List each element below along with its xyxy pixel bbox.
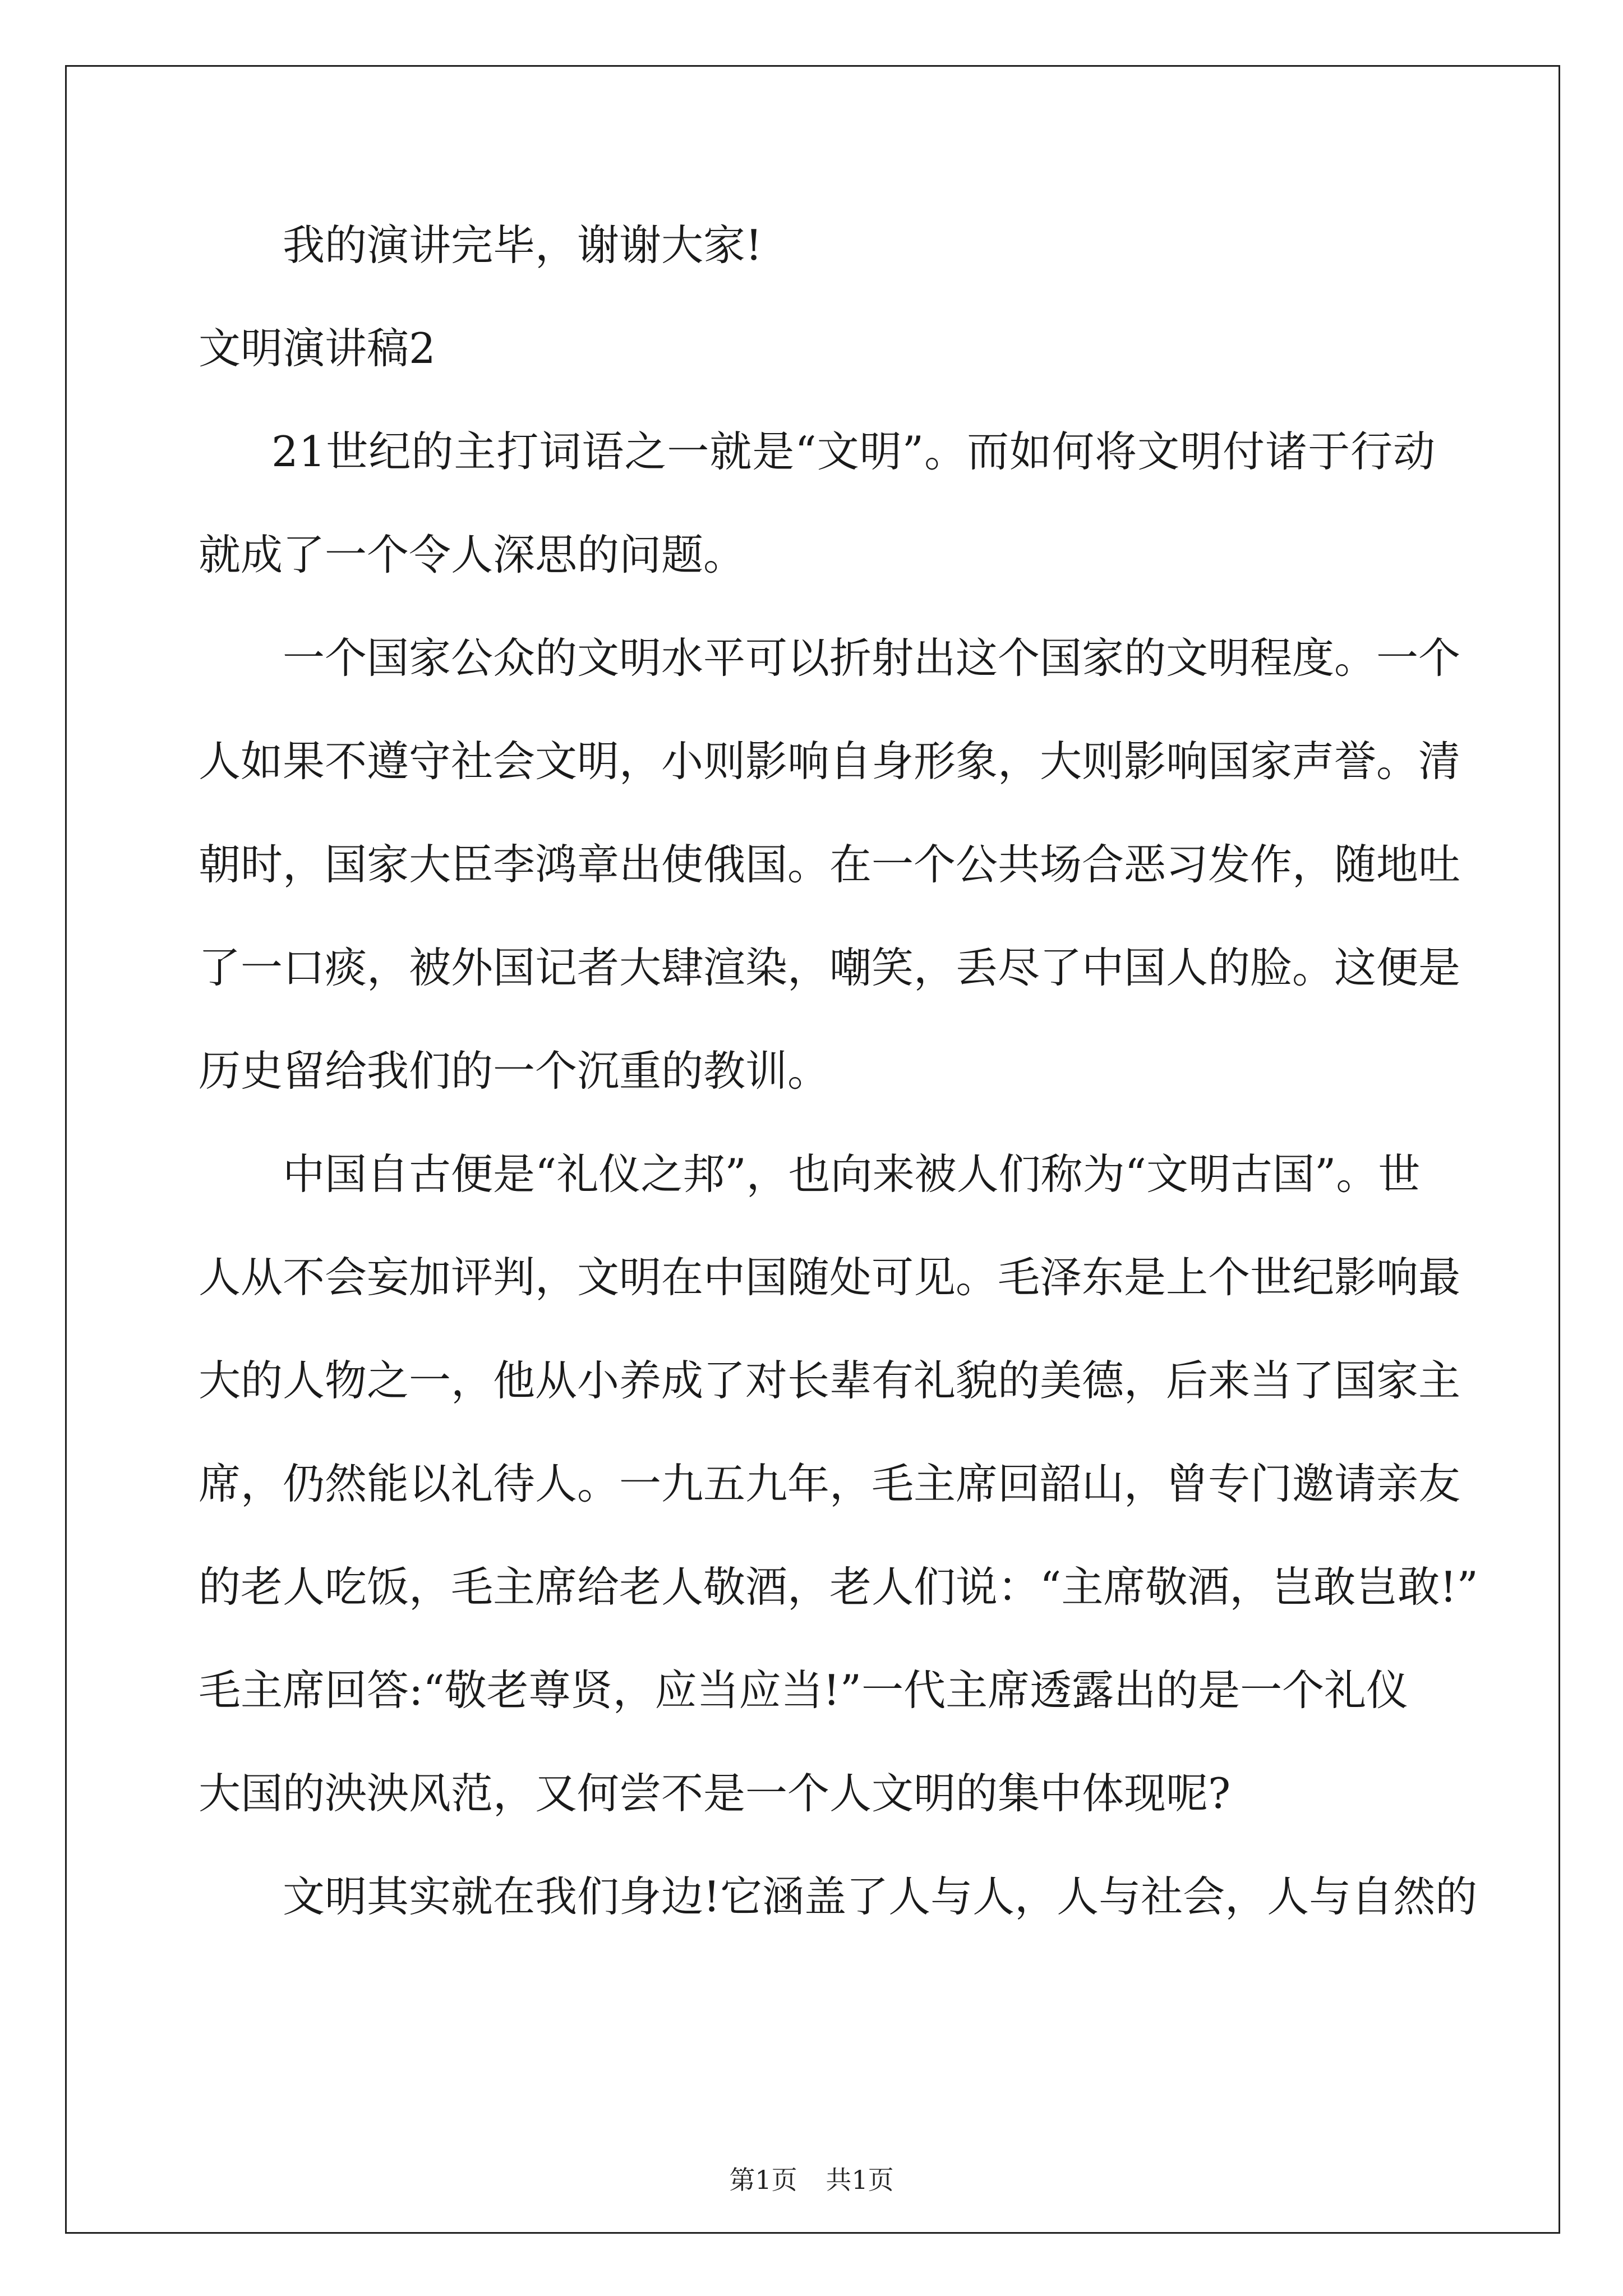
paragraph-line: 大的人物之一，他从小养成了对长辈有礼貌的美德，后来当了国家主: [199, 1356, 1461, 1405]
paragraph-line: 人从不会妄加评判，文明在中国随处可见。毛泽东是上个世纪影响最: [199, 1253, 1461, 1302]
paragraph-line: 的老人吃饭，毛主席给老人敬酒，老人们说：“主席敬酒，岂敢岂敢!”: [199, 1562, 1478, 1612]
paragraph-line: 朝时，国家大臣李鸿章出使俄国。在一个公共场合恶习发作，随地吐: [199, 840, 1461, 889]
paragraph-line: 文明其实就在我们身边!它涵盖了人与人，人与社会，人与自然的: [283, 1872, 1478, 1921]
paragraph-line: 历史留给我们的一个沉重的教训。: [199, 1046, 830, 1096]
paragraph-line: 大国的泱泱风范，又何尝不是一个人文明的集中体现呢?: [199, 1769, 1231, 1818]
paragraph-line: 就成了一个令人深思的问题。: [199, 530, 746, 579]
paragraph-line: 人如果不遵守社会文明，小则影响自身形象，大则影响国家声誉。清: [199, 737, 1461, 786]
paragraph-line: 中国自古便是“礼仪之邦”，也向来被人们称为“文明古国”。世: [283, 1149, 1421, 1199]
page-total: 共1页: [826, 2165, 894, 2195]
paragraph-line: 21世纪的主打词语之一就是“文明”。而如何将文明付诸于行动: [271, 427, 1436, 476]
paragraph-line: 毛主席回答:“敬老尊贤，应当应当!”一代主席透露出的是一个礼仪: [199, 1665, 1409, 1715]
paragraph-line: 一个国家公众的文明水平可以折射出这个国家的文明程度。一个: [283, 633, 1461, 683]
paragraph-line: 席，仍然能以礼待人。一九五九年，毛主席回韶山，曾专门邀请亲友: [199, 1459, 1461, 1508]
page-footer: [0, 2163, 1623, 2197]
section-title: 文明演讲稿2: [199, 324, 436, 373]
page-number: 第1页: [729, 2165, 797, 2195]
paragraph-line: 了一口痰，被外国记者大肆渲染，嘲笑，丢尽了中国人的脸。这便是: [199, 943, 1461, 992]
paragraph-line: 我的演讲完毕，谢谢大家!: [283, 220, 763, 270]
